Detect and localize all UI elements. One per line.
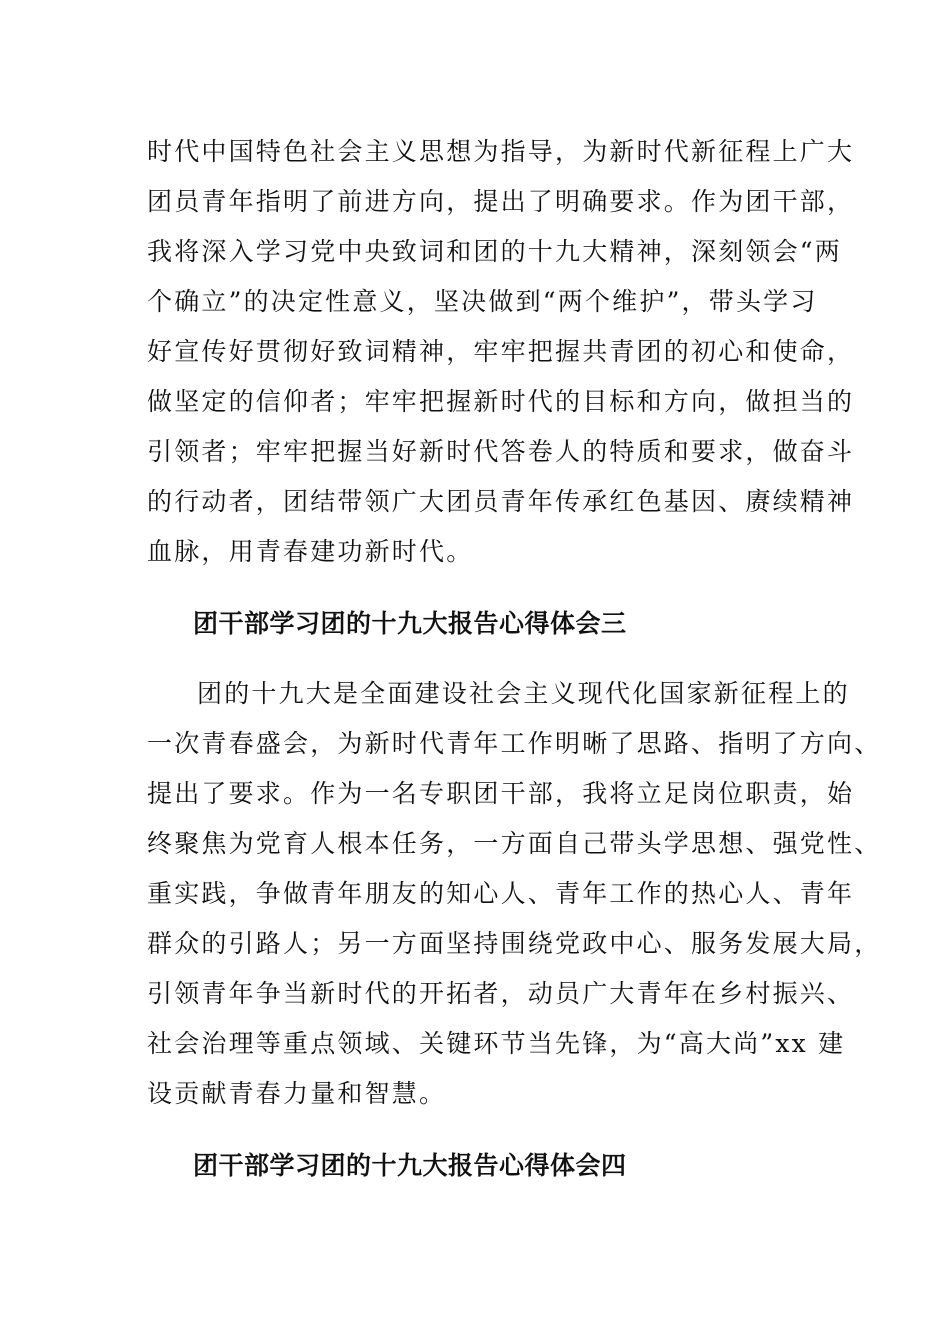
paragraph-line: 重实践，争做青年朋友的知心人、青年工作的热心人、青年 bbox=[147, 879, 855, 908]
paragraph-line: 一次青春盛会，为新时代青年工作明晰了思路、指明了方向、 bbox=[147, 729, 882, 758]
paragraph-line: 的行动者，团结带领广大团员青年传承红色基因、赓续精神 bbox=[147, 487, 855, 516]
paragraph-line: 社会治理等重点领域、关键环节当先锋，为“高大尚”xx 建 bbox=[147, 1029, 846, 1058]
paragraph-line: 引领青年争当新时代的开拓者，动员广大青年在乡村振兴、 bbox=[147, 979, 855, 1008]
section-heading-four: 团干部学习团的十九大报告心得体会四 bbox=[193, 1151, 627, 1180]
paragraph-line: 个确立”的决定性意义，坚决做到“两个维护”，带头学习 bbox=[147, 287, 818, 316]
paragraph-line: 团的十九大是全面建设社会主义现代化国家新征程上的 bbox=[197, 679, 850, 708]
paragraph-line: 提出了要求。作为一名专职团干部，我将立足岗位职责，始 bbox=[147, 779, 855, 808]
paragraph-line: 好宣传好贯彻好致词精神，牢牢把握共青团的初心和使命， bbox=[147, 337, 855, 366]
paragraph-line: 终聚焦为党育人根本任务，一方面自己带头学思想、强党性、 bbox=[147, 829, 882, 858]
paragraph-line: 设贡献青春力量和智慧。 bbox=[147, 1079, 447, 1108]
section-heading-three: 团干部学习团的十九大报告心得体会三 bbox=[193, 609, 627, 638]
paragraph-line: 群众的引路人；另一方面坚持围绕党政中心、服务发展大局， bbox=[147, 929, 882, 958]
paragraph-line: 时代中国特色社会主义思想为指导，为新时代新征程上广大 bbox=[147, 137, 855, 166]
paragraph-line: 引领者；牢牢把握当好新时代答卷人的特质和要求，做奋斗 bbox=[147, 437, 855, 466]
paragraph-line: 我将深入学习党中央致词和团的十九大精神，深刻领会“两 bbox=[147, 237, 842, 266]
paragraph-line: 团员青年指明了前进方向，提出了明确要求。作为团干部， bbox=[147, 187, 855, 216]
paragraph-line: 血脉，用青春建功新时代。 bbox=[147, 537, 474, 566]
paragraph-line: 做坚定的信仰者；牢牢把握新时代的目标和方向，做担当的 bbox=[147, 387, 855, 416]
